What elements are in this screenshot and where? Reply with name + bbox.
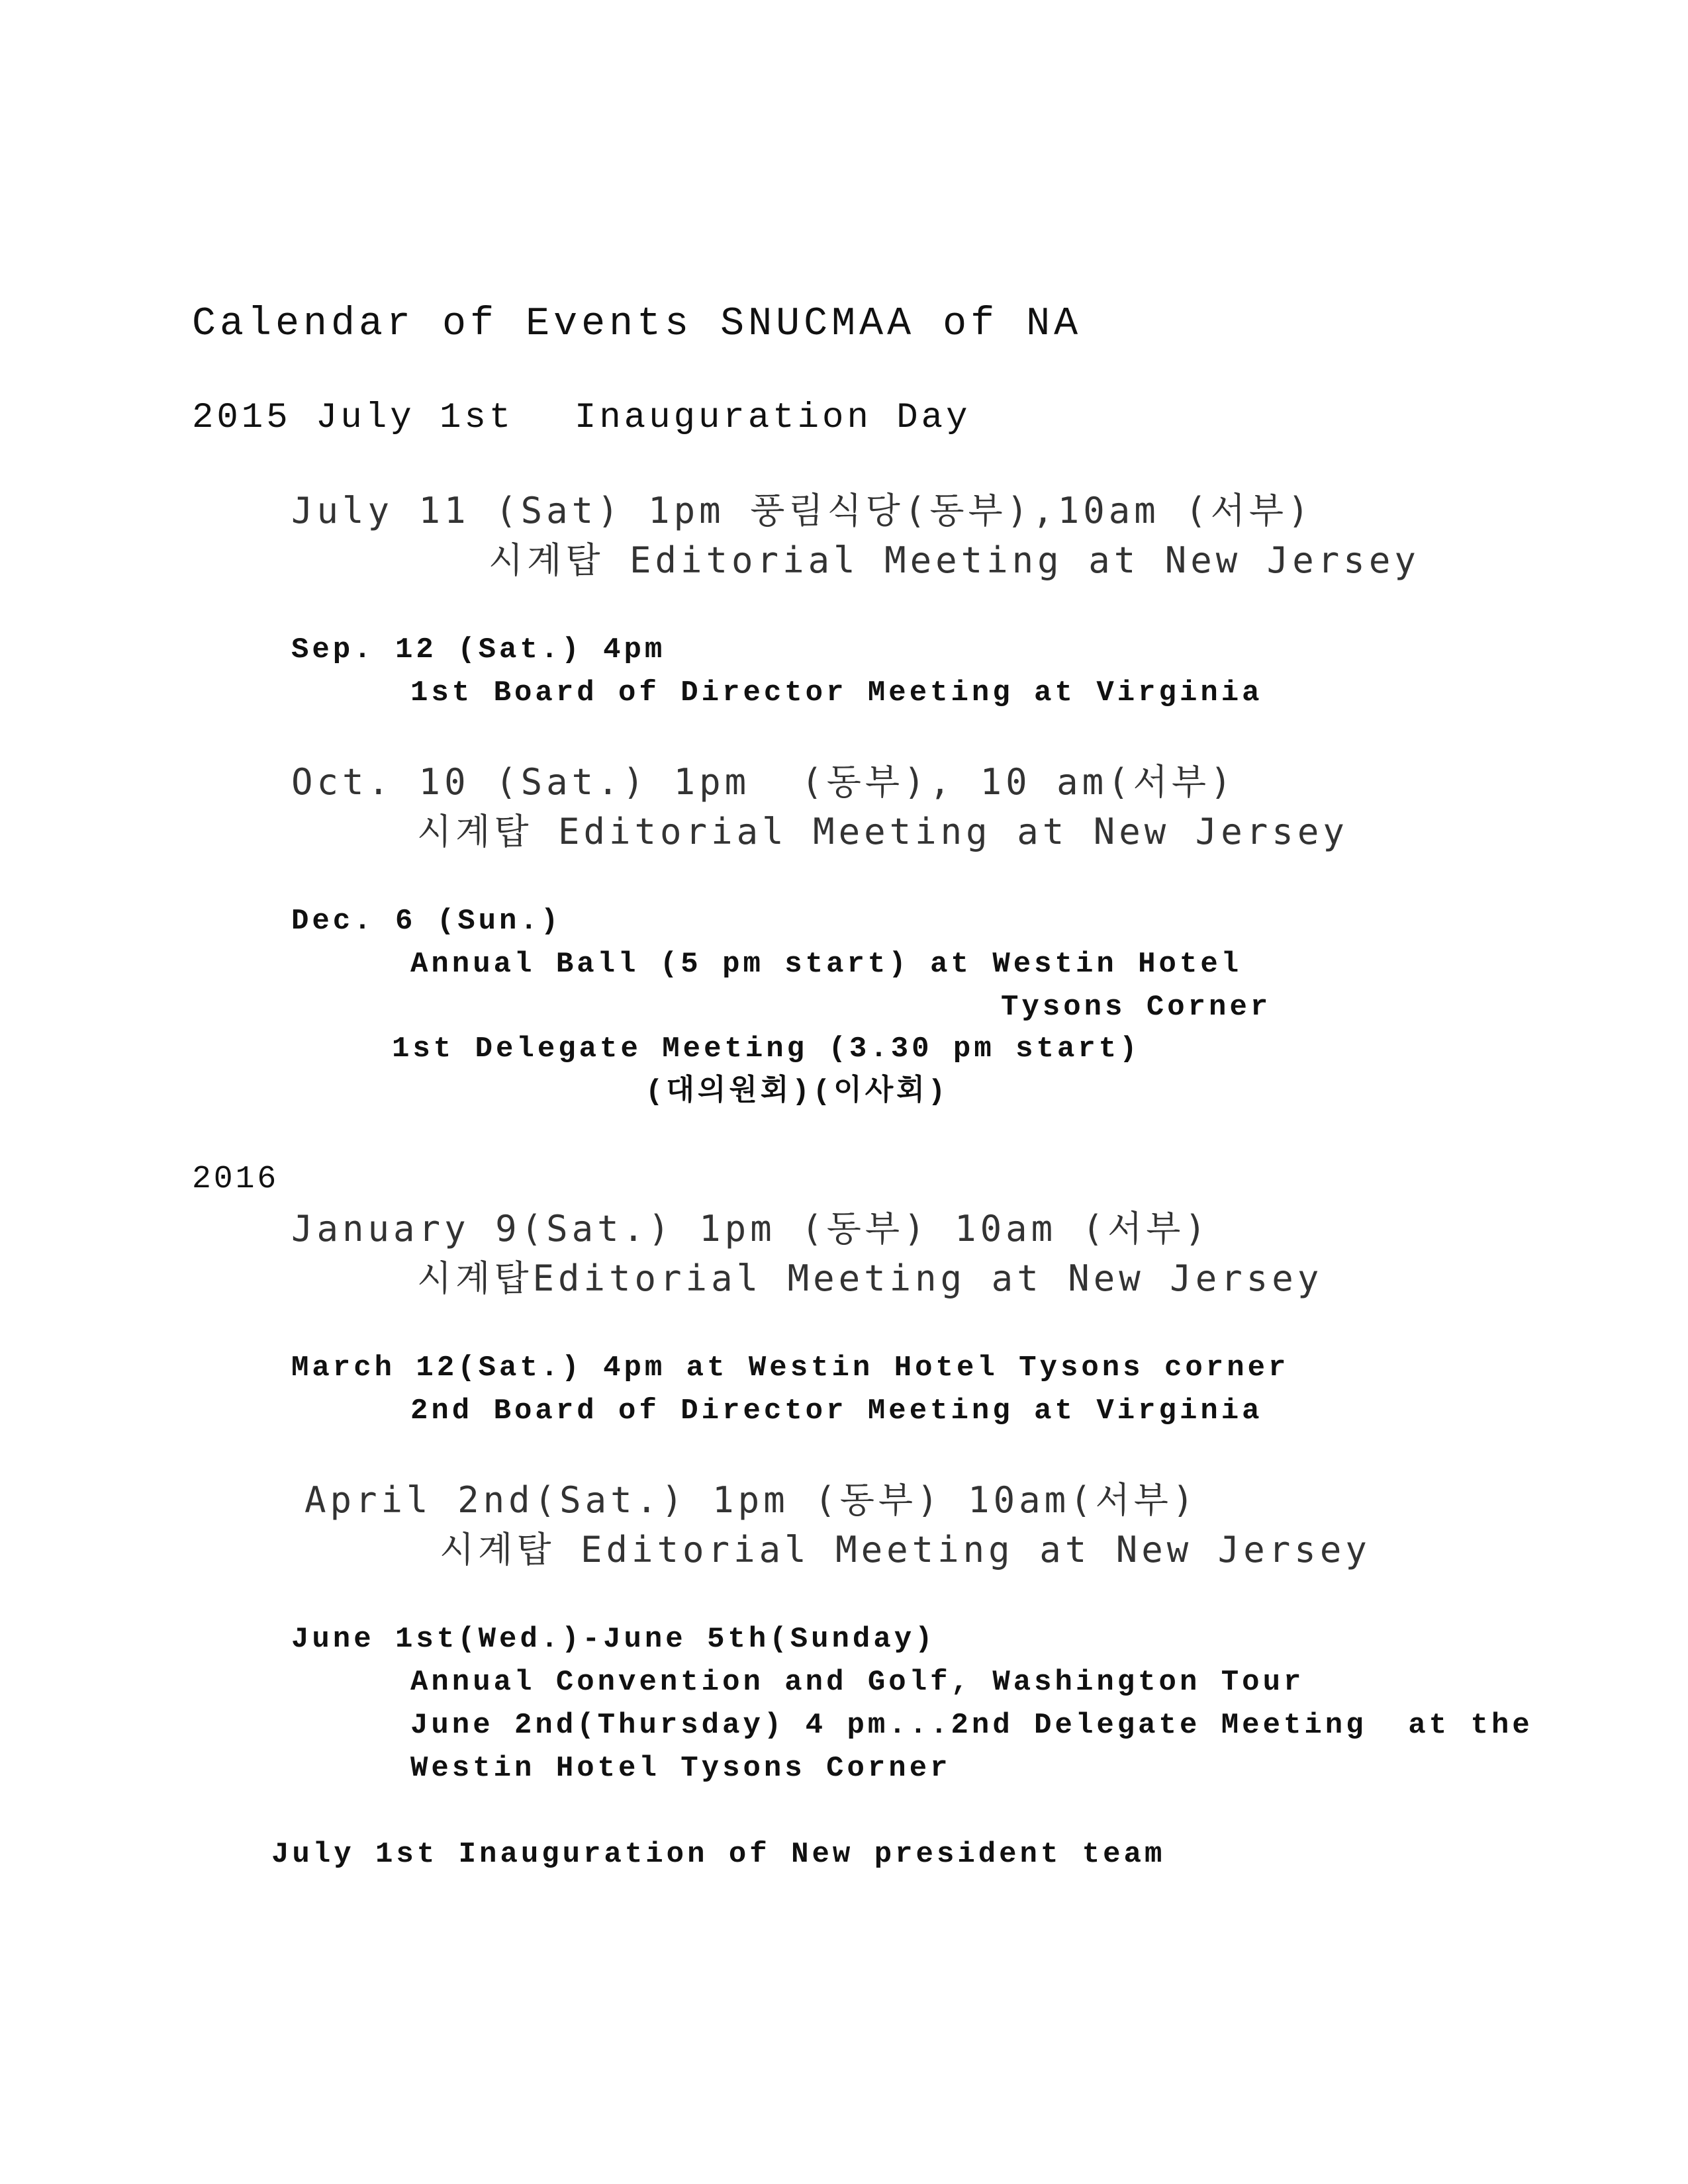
closing-event: July 1st Inauguration of New president team <box>271 1838 1166 1871</box>
event-date: January 9(Sat.) 1pm (동부) 10am (서부) <box>291 1208 1210 1250</box>
event-detail: (대의원회)(이사회) <box>645 1075 949 1109</box>
event-detail: 2nd Board of Director Meeting at Virginia <box>410 1394 1263 1428</box>
event-date: June 1st(Wed.)-June 5th(Sunday) <box>291 1623 936 1656</box>
event-detail: Annual Convention and Golf, Washington Tour <box>410 1666 1305 1699</box>
document-title: Calendar of Events SNUCMAA of NA <box>192 302 1082 347</box>
event-date: July 11 (Sat) 1pm 풍림식당(동부),10am (서부) <box>291 490 1313 531</box>
event-detail: 시계탑 Editorial Meeting at New Jersey <box>489 539 1420 581</box>
section-2015-header-date: 2015 July 1st <box>192 398 514 438</box>
event-detail: 시계탑 Editorial Meeting at New Jersey <box>440 1529 1371 1570</box>
event-detail: 1st Delegate Meeting (3.30 pm start) <box>392 1032 1141 1066</box>
event-detail: Annual Ball (5 pm start) at Westin Hotel <box>410 948 1243 981</box>
event-detail: Westin Hotel Tysons Corner <box>410 1752 951 1785</box>
event-detail: 1st Board of Director Meeting at Virginia <box>410 676 1263 709</box>
event-detail: June 2nd(Thursday) 4 pm...2nd Delegate Meeting at the <box>410 1709 1533 1742</box>
section-2016-year: 2016 <box>192 1161 279 1197</box>
event-detail: 시계탑 Editorial Meeting at New Jersey <box>417 811 1348 852</box>
event-date: March 12(Sat.) 4pm at Westin Hotel Tysons corner <box>291 1351 1289 1385</box>
event-date: Dec. 6 (Sun.) <box>291 905 562 938</box>
event-date: April 2nd(Sat.) 1pm (동부) 10am(서부) <box>305 1479 1198 1521</box>
section-2015-header-event: Inauguration Day <box>575 398 971 438</box>
event-detail: Tysons Corner <box>1001 991 1272 1024</box>
event-detail: 시계탑Editorial Meeting at New Jersey <box>417 1257 1323 1299</box>
event-date: Oct. 10 (Sat.) 1pm (동부), 10 am(서부) <box>291 761 1236 803</box>
event-date: Sep. 12 (Sat.) 4pm <box>291 633 666 666</box>
